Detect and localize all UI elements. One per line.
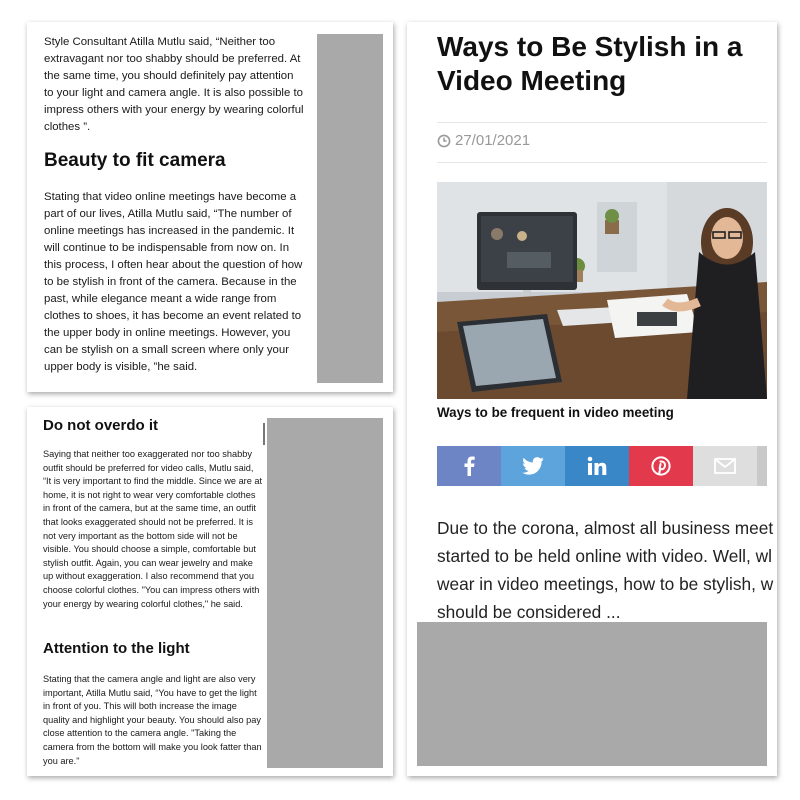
article-photo [437,182,767,399]
photo-caption: Ways to be frequent in video meeting [437,405,674,420]
share-email-button[interactable] [693,446,757,486]
article-excerpt [437,514,777,626]
excerpt-line: wear in video meetings, how to be stylish, w [437,574,774,594]
article-date: 27/01/2021 [455,132,531,149]
share-more-button[interactable] [757,446,767,486]
share-twitter-button[interactable] [501,446,565,486]
gray-placeholder-block [317,34,383,383]
excerpt-line: Due to the corona, almost all business meet [437,518,774,538]
gray-placeholder-block [417,622,767,766]
linkedin-icon [587,456,607,476]
share-pinterest-button[interactable] [629,446,693,486]
section-heading: Beauty to fit camera [44,150,226,171]
share-facebook-button[interactable] [437,446,501,486]
excerpt-line: started to be held online with video. Well, wl [437,546,772,566]
article-title: Ways to Be Stylish in a Video Meeting [437,31,743,96]
article-screenshot-right [407,22,777,776]
facebook-icon [462,456,476,476]
gray-placeholder-block [267,418,383,768]
clock-icon [437,134,451,148]
article-paragraph: Stating that the camera angle and light are also very important, Atilla Mutlu said, “You have to get the light in front of you. This will both increase the image quality and highlight your beauty. You should also pay close attention to the camera angle. "Taking the camera from the bottom will make you look fatter than you are." [43,674,262,766]
article-paragraph: Stating that video online meetings have become a part of our lives, Atilla Mutlu said, “The number of online meetings has increased in the pandemic. It will continue to be indispensable from now on. In this process, I often hear about the question of how to be stylish in front of the camera. Because in the past, while elegance meant a wide range from clothes to shoes, it has become an event related to the upper body in online meetings. However, you can be stylish on a small screen where only your upper body is visible, ”he said. [44,191,303,373]
article-paragraph: Saying that neither too exaggerated nor too shabby outfit should be preferred for video calls, Mutlu said, “It is very important to find the middle. Since we are at home, it is not right to wear very comfortable clothes in front of the camera, but at the same time, an outfit that looks exaggerated should not be preferred. It is not very important as the bottom side will not be visible. You should choose a simple, comfortable but stylish outfit. Again, you can wear jewelry and make up without exaggeration. I also recommend that you choose colorful clothes. "You can impress others with your energy by wearing colorful clothes," he said. [43,449,263,609]
section-heading: Attention to the light [43,640,190,657]
article-screenshot-bottom-left [27,407,393,776]
share-linkedin-button[interactable] [565,446,629,486]
divider [437,162,767,163]
share-bar [437,446,767,486]
twitter-icon [522,457,544,475]
article-date-row [437,132,530,149]
woman-at-desk-illustration [437,182,767,399]
pinterest-icon [651,456,671,476]
article-screenshot-top-left [27,22,393,392]
excerpt-line: should be considered ... [437,602,621,622]
scrollbar[interactable] [263,423,265,445]
article-paragraph: Style Consultant Atilla Mutlu said, “Neither too extravagant nor too shabby should be preferred. At the same time, you should definitely pay attention to your light and camera angle. It is also possible to impress others with your energy by wearing colorful clothes ”. [44,36,304,133]
divider [437,122,767,123]
envelope-icon [714,458,736,474]
section-heading: Do not overdo it [43,417,158,434]
